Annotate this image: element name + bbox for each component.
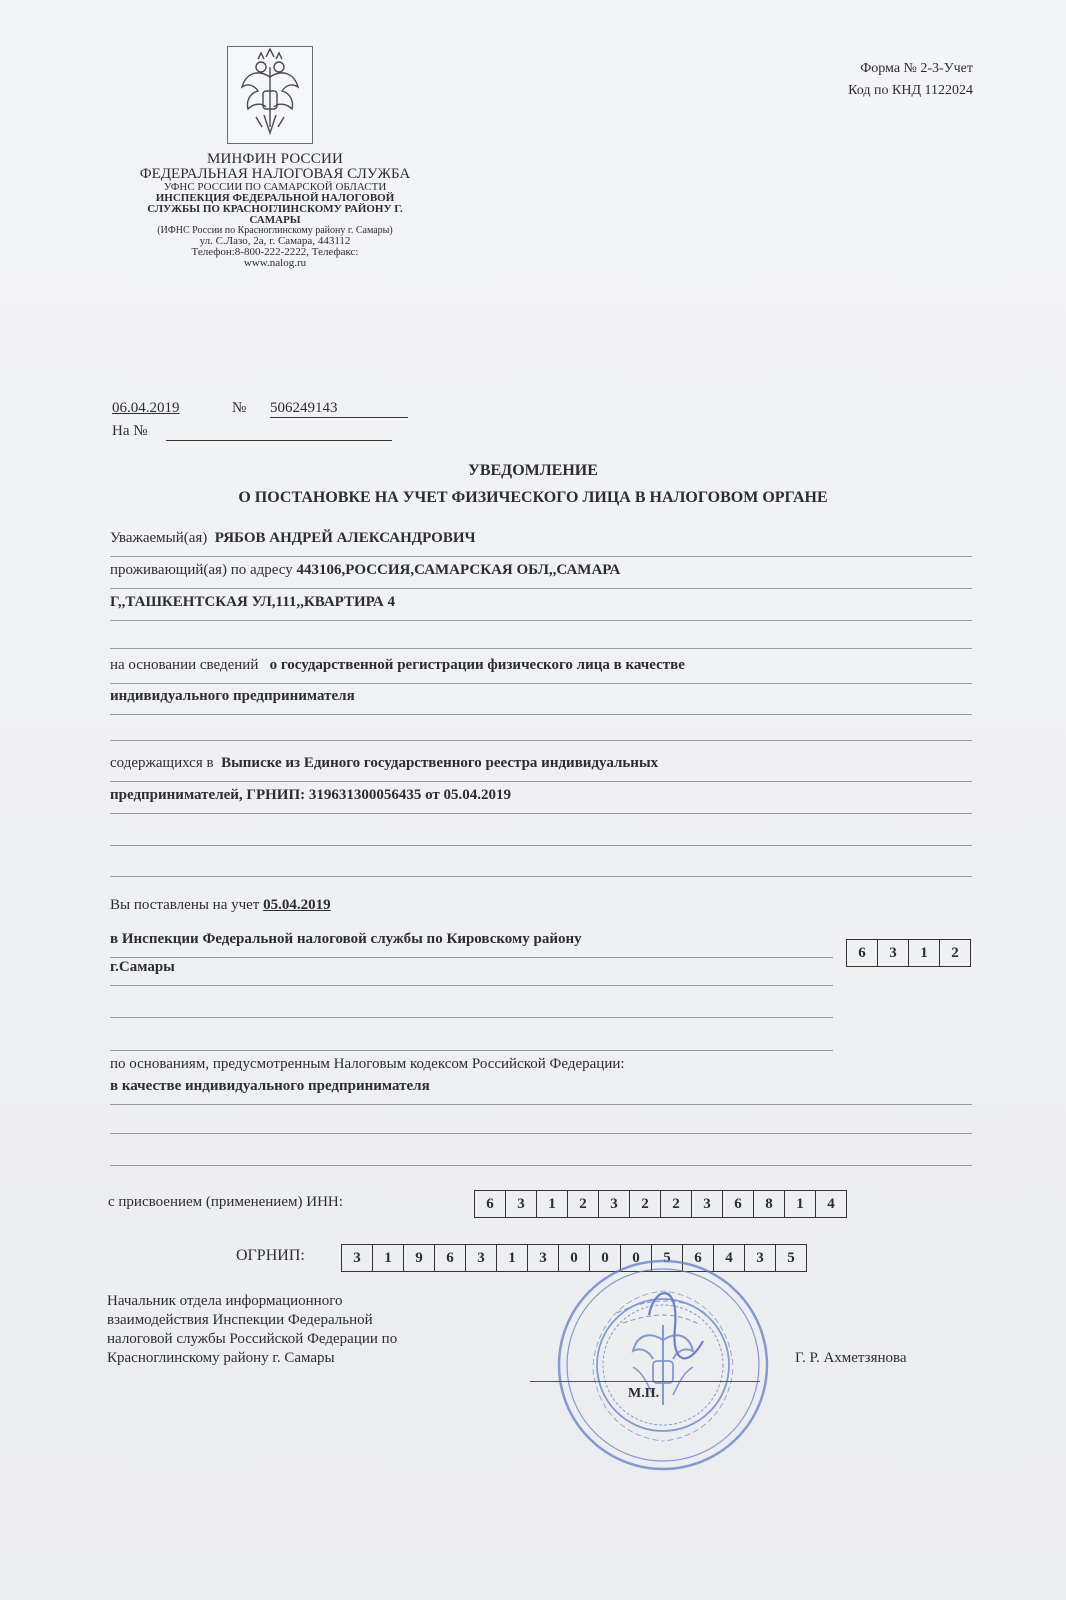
blank-line [110, 648, 972, 649]
address-label: проживающий(ая) по адресу [110, 562, 293, 578]
registered-date: 05.04.2019 [263, 897, 331, 913]
knd-code: Код по КНД 1122024 [848, 83, 973, 98]
basis-text: индивидуального предпринимателя [110, 688, 355, 704]
inn-digit: 3 [506, 1191, 537, 1217]
registered-row [110, 897, 331, 914]
inn-digit: 2 [661, 1191, 692, 1217]
inspection-row [110, 931, 833, 958]
agency-address: ул. С.Лазо, 2а, г. Самара, 443112 [199, 235, 351, 247]
ogrnip-digit: 0 [559, 1245, 590, 1271]
inn-digit: 3 [692, 1191, 723, 1217]
outgoing-ref [112, 400, 338, 417]
inspection-name: г.Самары [110, 959, 175, 975]
inn-digit: 1 [785, 1191, 816, 1217]
address-row [110, 594, 972, 621]
blank-line [110, 876, 972, 877]
blank-line [110, 845, 972, 846]
ogrnip-digit: 1 [497, 1245, 528, 1271]
address-row [110, 562, 972, 589]
double-headed-eagle-icon [228, 47, 312, 143]
inspection-code-cells [846, 939, 971, 967]
code-digit: 3 [878, 940, 909, 966]
outgoing-number: 506249143 [270, 400, 408, 418]
basis-row [110, 688, 972, 715]
ogrnip-label: ОГРНИП: [236, 1247, 305, 1264]
number-label: № [232, 400, 247, 416]
form-info [848, 58, 973, 102]
dear-label: Уважаемый(ая) [110, 530, 208, 546]
signer-position [107, 1292, 487, 1368]
blank-line [110, 740, 972, 741]
signature-line [530, 1381, 760, 1382]
ogrnip-digit: 3 [528, 1245, 559, 1271]
inn-digit: 8 [754, 1191, 785, 1217]
inspection-row [110, 959, 833, 986]
agency-website: www.nalog.ru [243, 257, 307, 269]
signer-position-line: налоговой службы Российской Федерации по [107, 1331, 398, 1347]
ogrnip-digit: 5 [652, 1245, 683, 1271]
ogrnip-digit: 6 [435, 1245, 466, 1271]
ogrnip-digit: 4 [714, 1245, 745, 1271]
ogrnip-digit: 1 [373, 1245, 404, 1271]
source-row [110, 755, 972, 782]
source-text: предпринимателей, ГРНИП: 319631300056435 от 05.04.2019 [110, 787, 512, 803]
basis-row [110, 657, 972, 684]
code-digit: 1 [909, 940, 940, 966]
code-digit: 2 [951, 944, 959, 961]
signer-position-line: Красноглинскому району г. Самары [107, 1350, 335, 1366]
agency-line: САМАРЫ [249, 214, 301, 226]
official-stamp [553, 1255, 773, 1475]
signer-position-line: Начальник отдела информационного [107, 1293, 343, 1309]
reply-ref [112, 423, 148, 440]
blank-line [110, 1050, 833, 1051]
outgoing-date: 06.04.2019 [112, 400, 180, 416]
form-number: Форма № 2-3-Учет [860, 61, 973, 76]
address-line: Г,,ТАШКЕНТСКАЯ УЛ,111,,КВАРТИРА 4 [110, 594, 396, 610]
ogrnip-digit: 9 [404, 1245, 435, 1271]
agency-line: (ИФНС России по Красноглинскому району г. Самары) [157, 225, 393, 236]
blank-line [110, 1017, 833, 1018]
agency-line: ФЕДЕРАЛЬНАЯ НАЛОГОВАЯ СЛУЖБА [139, 166, 411, 182]
document-title: УВЕДОМЛЕНИЕ [468, 462, 598, 479]
blank-line [110, 1165, 972, 1166]
registered-label: Вы поставлены на учет [110, 897, 260, 913]
inn-digit: 1 [537, 1191, 568, 1217]
inn-cells [474, 1190, 847, 1218]
ogrnip-digit: 3 [342, 1245, 373, 1271]
source-text: Выписке из Единого государственного реестра индивидуальных [221, 755, 659, 771]
agency-line: УФНС РОССИИ ПО САМАРСКОЙ ОБЛАСТИ [163, 181, 387, 193]
inn-digit: 4 [827, 1195, 835, 1212]
inn-digit: 3 [599, 1191, 630, 1217]
agency-header [100, 152, 450, 269]
signer-position-line: взаимодействия Инспекции Федеральной [107, 1312, 373, 1328]
grounds-value: в качестве индивидуального предпринимателя [110, 1078, 430, 1094]
signer-name: Г. Р. Ахметзянова [795, 1350, 907, 1366]
agency-phone: Телефон:8-800-222-2222, Телефакс: [191, 246, 359, 258]
ogrnip-digit: 3 [745, 1245, 776, 1271]
inn-digit: 2 [630, 1191, 661, 1217]
ogrnip-digit: 0 [590, 1245, 621, 1271]
grounds-row [110, 1078, 972, 1105]
ogrnip-digit: 3 [466, 1245, 497, 1271]
ogrnip-digit: 6 [683, 1245, 714, 1271]
inspection-name: в Инспекции Федеральной налоговой службы по Кировскому району [110, 931, 582, 947]
agency-line: ИНСПЕКЦИЯ ФЕДЕРАЛЬНОЙ НАЛОГОВОЙ [155, 192, 395, 204]
source-row [110, 787, 972, 814]
source-label: содержащихся в [110, 755, 214, 771]
basis-text: о государственной регистрации физического лица в качестве [269, 657, 685, 673]
coat-of-arms-emblem [227, 46, 313, 144]
addressee-row [110, 530, 972, 557]
agency-line: СЛУЖБЫ ПО КРАСНОГЛИНСКОМУ РАЙОНУ Г. [147, 203, 403, 215]
ogrnip-digit: 5 [787, 1249, 795, 1266]
reply-blank [166, 440, 392, 441]
address-line: 443106,РОССИЯ,САМАРСКАЯ ОБЛ,,САМАРА [296, 562, 621, 578]
ogrnip-digit: 0 [621, 1245, 652, 1271]
code-digit: 6 [847, 940, 878, 966]
inn-digit: 2 [568, 1191, 599, 1217]
document-subtitle: О ПОСТАНОВКЕ НА УЧЕТ ФИЗИЧЕСКОГО ЛИЦА В НАЛОГОВОМ ОРГАНЕ [238, 489, 828, 506]
taxpayer-name: РЯБОВ АНДРЕЙ АЛЕКСАНДРОВИЧ [214, 530, 476, 546]
grounds-label: по основаниям, предусмотренным Налоговым кодексом Российской Федерации: [110, 1056, 625, 1072]
inn-label: с присвоением (применением) ИНН: [108, 1194, 343, 1210]
inn-digit: 6 [475, 1191, 506, 1217]
blank-line [110, 1133, 972, 1134]
agency-line: МИНФИН РОССИИ [206, 151, 344, 167]
basis-label: на основании сведений [110, 657, 259, 673]
inn-digit: 6 [723, 1191, 754, 1217]
seal-place-label: М.П. [628, 1386, 660, 1401]
reply-label: На № [112, 423, 148, 439]
